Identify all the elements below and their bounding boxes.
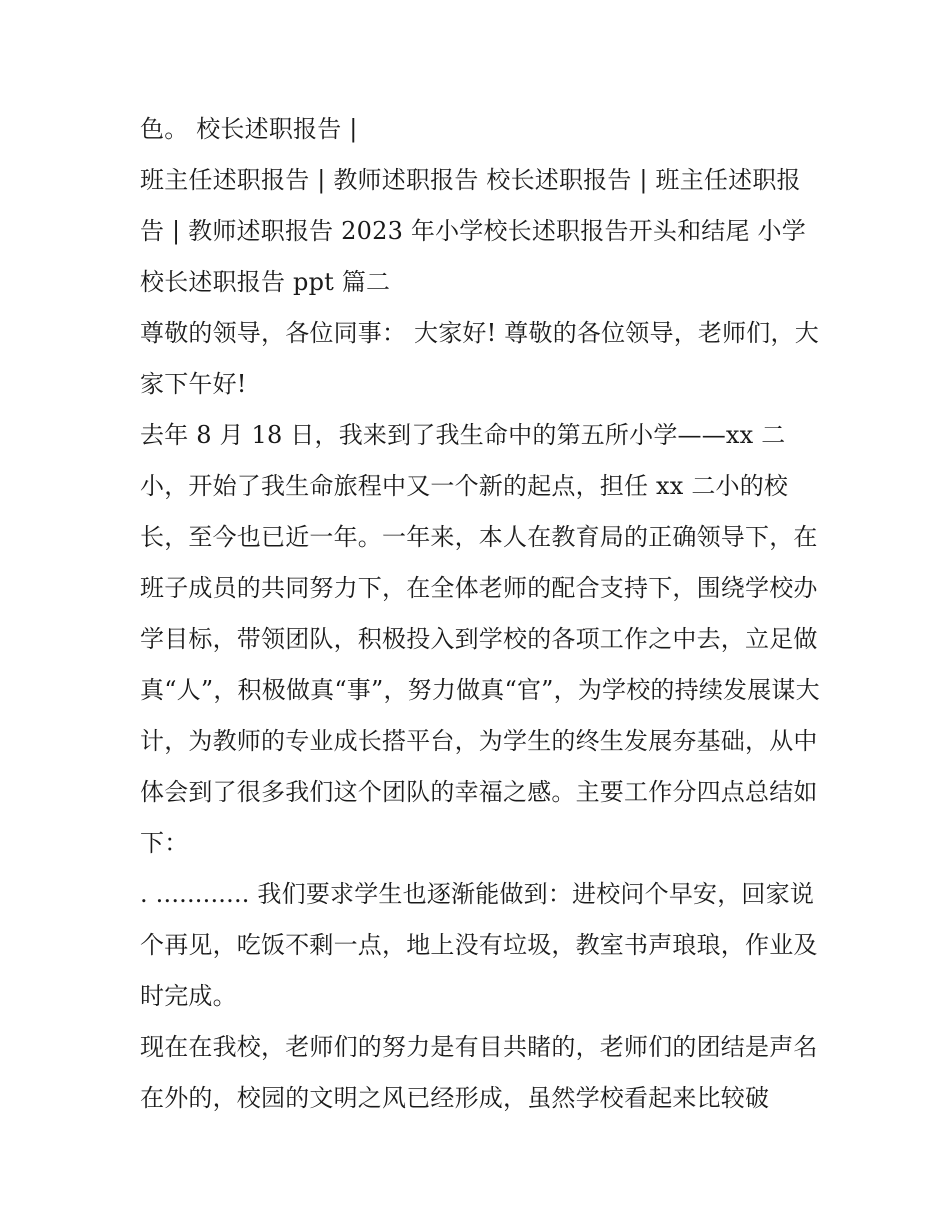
paragraph-3: 尊敬的领导，各位同事： 大家好! 尊敬的各位领导，老师们，大家下午好! [140,319,819,398]
document-body [140,104,820,1124]
paragraph-1: 色。 校长述职报告 | [140,115,358,143]
paragraph-2: 班主任述职报告 | 教师述职报告 校长述职报告 | 班主任述职报告 | 教师述职报告 2023 年小学校长述职报告开头和结尾 小学校长述职报告 ppt 篇二 [140,166,806,296]
paragraph-6: 现在在我校，老师们的努力是有目共睹的，老师们的团结是声名在外的，校园的文明之风已经形成，虽然学校看起来比较破 [140,1033,818,1112]
paragraph-5: . ............ 我们要求学生也逐渐能做到：进校问个早安，回家说个再见，吃饭不剩一点，地上没有垃圾，教室书声琅琅，作业及时完成。 [140,880,818,1010]
paragraph-4: 去年 8 月 18 日，我来到了我生命中的第五所小学——xx 二小，开始了我生命旅程中又一个新的起点，担任 xx 二小的校长，至今也已近一年。一年来，本人在教育局的正确领导下，在班子成员的共同努力下，在全体老师的配合支持下，围绕学校办学目标，带领团队，积极投入到学校的各项工作之中去，立足做真“人”，积极做真“事”，努力做真“官”，为学校的持续发展谋大计，为教师的专业成长搭平台，为学生的终生发展夯基础，从中体会到了很多我们这个团队的幸福之感。主要工作分四点总结如下： [140,421,820,857]
